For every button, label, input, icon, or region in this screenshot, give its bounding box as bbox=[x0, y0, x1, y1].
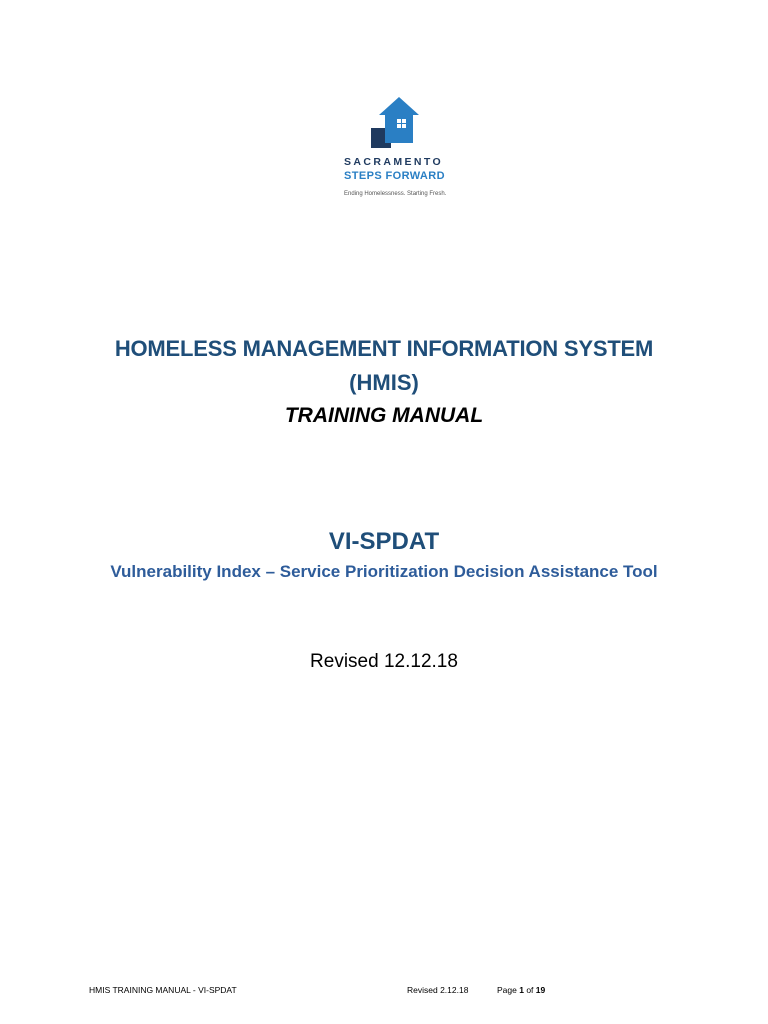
footer-page-number bbox=[497, 985, 545, 995]
tool-full-name: Vulnerability Index – Service Prioritization Decision Assistance Tool bbox=[110, 562, 658, 581]
organization-logo bbox=[344, 95, 454, 210]
revision-date: Revised 12.12.18 bbox=[310, 651, 458, 672]
footer-page-prefix: Page bbox=[497, 985, 520, 995]
footer-page-of: of bbox=[523, 985, 536, 995]
document-title: HOMELESS MANAGEMENT INFORMATION SYSTEM bbox=[114, 336, 654, 361]
document-subtitle: TRAINING MANUAL bbox=[284, 404, 484, 427]
footer-document-name: HMIS TRAINING MANUAL - VI-SPDAT bbox=[89, 985, 237, 995]
house-icon bbox=[371, 95, 427, 151]
tool-name: VI-SPDAT bbox=[328, 528, 440, 555]
logo-tagline: Ending Homelessness. Starting Fresh. bbox=[344, 191, 447, 197]
document-title-acronym: (HMIS) bbox=[349, 370, 419, 395]
footer-page-total: 19 bbox=[535, 985, 546, 995]
logo-name-line1: SACRAMENTO bbox=[344, 156, 444, 168]
footer-page-current: 1 bbox=[519, 985, 524, 995]
footer-revised: Revised 2.12.18 bbox=[407, 985, 469, 995]
logo-name-line2: STEPS FORWARD bbox=[344, 170, 445, 182]
